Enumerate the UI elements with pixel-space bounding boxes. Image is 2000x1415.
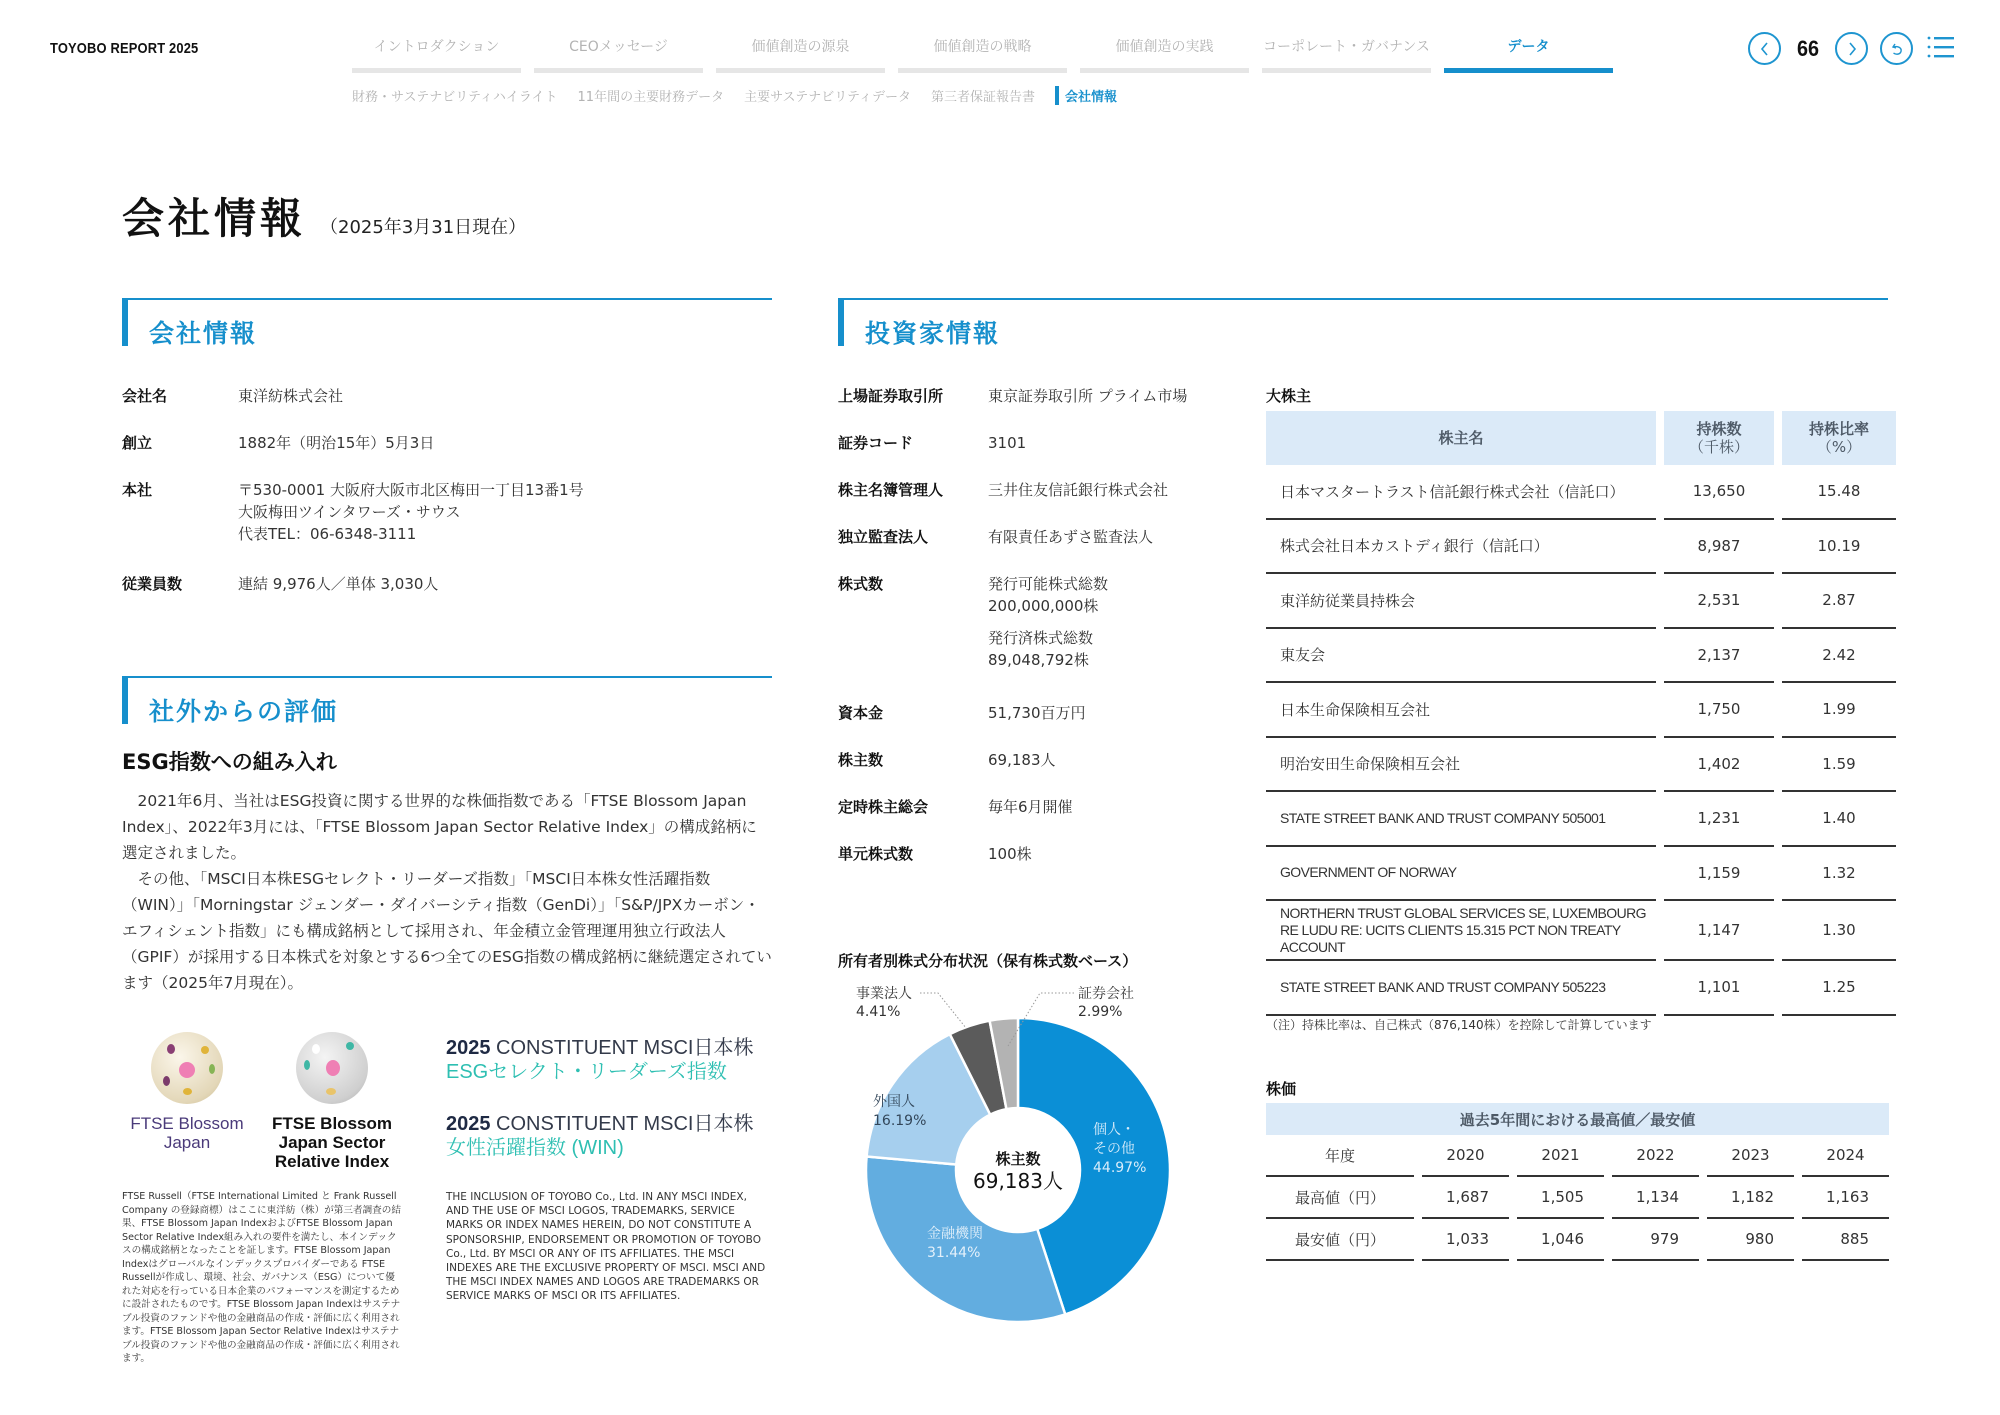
shareholder-shares: 2,137 (1664, 629, 1774, 684)
section-heading: 投資家情報 (865, 319, 1001, 348)
shareholder-ratio: 2.42 (1782, 629, 1896, 684)
chart-label: 金融機関 (927, 1226, 983, 1242)
price-cell: 1,134 (1612, 1177, 1699, 1219)
chart-label: 4.41% (856, 1004, 901, 1020)
subnav-assurance-report[interactable]: 第三者保証報告書 (931, 90, 1036, 105)
chart-label: 株主数 (995, 1150, 1041, 1168)
chart-label: 44.97% (1093, 1160, 1147, 1176)
price-cell: 1,033 (1422, 1219, 1509, 1261)
page-title: 会社情報 (122, 194, 307, 243)
ftse-blossom-sector-globe-icon (296, 1032, 368, 1104)
investor-row-agm: 定時株主総会 毎年6月開催 (838, 798, 1073, 816)
section-heading: 会社情報 (149, 319, 258, 348)
tab-value-strategy[interactable]: 価値創造の戦略 (898, 36, 1067, 73)
shareholder-name: STATE STREET BANK AND TRUST COMPANY 505001 (1266, 792, 1656, 847)
low-row (1266, 1219, 1889, 1261)
price-cell: 2021 (1517, 1135, 1604, 1177)
ftse-blossom-sector-logo: FTSE Blossom Japan Sector Relative Index (264, 1032, 400, 1171)
section-heading: 社外からの評価 (149, 697, 339, 726)
company-row-hq: 本社 〒530-0001 大阪府大阪市北区梅田一丁目13番1号 大阪梅田ツインタワーズ・サウス 代表TEL：06-6348-3111 (122, 481, 584, 543)
chevron-right-icon (1844, 41, 1860, 57)
main-nav-tabs (352, 36, 1626, 73)
menu-button[interactable] (1927, 35, 1955, 63)
shareholder-ratio: 1.40 (1782, 792, 1896, 847)
ownership-donut-chart (838, 980, 1178, 1334)
shareholder-ratio: 1.30 (1782, 901, 1896, 961)
pager (1748, 32, 1955, 65)
table-row (1266, 683, 1896, 738)
shareholder-name: 日本マスタートラスト信託銀行株式会社（信託口） (1266, 465, 1656, 520)
tab-value-source[interactable]: 価値創造の源泉 (716, 36, 885, 73)
msci-disclaimer: THE INCLUSION OF TOYOBO Co., Ltd. IN ANY MSCI INDEX, AND THE USE OF MSCI LOGOS, TRADEMARKS, SERVICE MARKS OR INDEX NAMES HEREIN, DO NOT CONSTITUTE A SPONSORSHIP, ENDORSEMENT OR PROMOTION OF TOYOBO Co., Ltd. BY MSCI OR ANY OF ITS AFFILIATES. THE MSCI INDEXES ARE THE EXCLUSIVE PROPERTY OF MSCI. MSCI AND THE MSCI INDEX NAMES AND LOGOS ARE TRADEMARKS OR SERVICE MARKS OF MSCI OR ITS AFFILIATES. (446, 1191, 766, 1303)
investor-row-shares: 株式数 発行可能株式総数 200,000,000株 発行済株式総数 89,048,792株 (838, 575, 1109, 669)
chart-label: 69,183人 (973, 1169, 1063, 1193)
shareholder-ratio: 15.48 (1782, 465, 1896, 520)
price-cell: 2022 (1612, 1135, 1699, 1177)
table-row (1266, 629, 1896, 684)
section-evaluation (122, 676, 772, 726)
section-company-info (122, 298, 772, 348)
page-number: 66 (1796, 35, 1820, 61)
subnav-11yr-financial[interactable]: 11年間の主要財務データ (577, 90, 725, 105)
table-row (1266, 847, 1896, 902)
shareholder-shares: 1,159 (1664, 847, 1774, 902)
next-page-button[interactable] (1835, 32, 1868, 65)
table-row (1266, 901, 1896, 961)
chart-title: 所有者別株式分布状況（保有株式数ベース） (838, 952, 1138, 970)
subnav-company-info[interactable]: 会社情報 (1055, 86, 1117, 105)
msci-esg-leaders-badge: 2025 CONSTITUENT MSCI日本株 ESGセレクト・リーダーズ指数 (446, 1037, 754, 1083)
shareholder-name: 日本生命保険相互会社 (1266, 683, 1656, 738)
ftse-disclaimer: FTSE Russell（FTSE International Limited と Frank Russell Company の登録商標）はここに東洋紡（株）が第三者調査の結果、FTSE Blossom Japan IndexおよびFTSE Blossom Japan Sector Relative Index組み入れの要件を満たし、本インデックスの構成銘柄となったことを証します。FTSE Blossom Japan Indexはグローバルなインデックスプロバイダーである FTSE Russellが作成し、環境、社会、ガバナンス（ESG）について優れた対応を行っている日本企業のパフォーマンスを測定するために設計されたものです。FTSE Blossom Japan Indexはサステナブル投資のファンドや他の金融商品の作成・評価に広く利用されます。FTSE Blossom Japan Sector Relative Indexはサステナブル投資のファンドや他の金融商品の作成・評価に広く利用されます。 (122, 1191, 401, 1364)
chevron-left-icon (1757, 41, 1773, 57)
esg-paragraph-1: 2021年6月、当社はESG投資に関する世界的な株価指数である「FTSE Blossom Japan Index」、2022年3月には、「FTSE Blossom Japan Sector Relative Index」の構成銘柄に選定されました。 (122, 792, 757, 862)
company-row-employees: 従業員数 連結 9,976人／単体 3,030人 (122, 575, 439, 593)
investor-row-exchange: 上場証券取引所 東京証券取引所 プライム市場 (838, 387, 1188, 405)
list-menu-icon (1927, 35, 1955, 59)
company-row-founded: 創立 1882年（明治15年）5月3日 (122, 434, 435, 452)
shareholder-name: 東友会 (1266, 629, 1656, 684)
tab-governance[interactable]: コーポレート・ガバナンス (1262, 36, 1431, 73)
investor-row-code: 証券コード 3101 (838, 434, 1027, 452)
major-shareholders-table (1266, 411, 1896, 1016)
price-cell: 1,163 (1802, 1177, 1889, 1219)
chart-label: 証券会社 (1078, 986, 1134, 1002)
shareholder-name: 株式会社日本カストディ銀行（信託口） (1266, 520, 1656, 575)
ftse-blossom-globe-icon (151, 1032, 223, 1104)
major-shareholders-label: 大株主 (1266, 387, 1312, 405)
shareholder-ratio: 10.19 (1782, 520, 1896, 575)
tab-data[interactable]: データ (1444, 36, 1613, 73)
esg-paragraph-2: その他、「MSCI日本株ESGセレクト・リーダーズ指数」「MSCI日本株女性活躍指数（WIN）」「Morningstar ジェンダー・ダイバーシティ指数（GenDi）」「S&P/JPXカーボン・エフィシェント指数」にも構成銘柄として採用され、年金積立金管理運用独立行政法人（GPIF）が採用する日本株式を対象とする6つ全てのESG指数の構成銘柄に継続選定されています（2025年7月現在）。 (122, 870, 772, 992)
col-header-name: 株主名 (1266, 411, 1656, 465)
table-row (1266, 792, 1896, 847)
col-header-shares: 持株数 （千株） (1664, 411, 1774, 465)
table-row (1266, 574, 1896, 629)
tab-introduction[interactable]: イントロダクション (352, 36, 521, 73)
price-cell: 979 (1612, 1219, 1699, 1261)
donut-svg (838, 980, 1178, 1330)
investor-row-capital: 資本金 51,730百万円 (838, 704, 1086, 722)
investor-row-auditor: 独立監査法人 有限責任あずさ監査法人 (838, 528, 1154, 546)
investor-row-registrar: 株主名簿管理人 三井住友信託銀行株式会社 (838, 481, 1169, 499)
shareholder-name: NORTHERN TRUST GLOBAL SERVICES SE, LUXEMBOURG RE LUDU RE: UCITS CLIENTS 15.315 PCT NON TREATY ACCOUNT (1266, 901, 1656, 961)
chart-label: 個人・ (1093, 1122, 1135, 1138)
shareholder-ratio: 1.32 (1782, 847, 1896, 902)
shareholder-name: STATE STREET BANK AND TRUST COMPANY 505223 (1266, 961, 1656, 1016)
sub-nav (352, 86, 1137, 105)
brand-title: TOYOBO REPORT 2025 (50, 40, 199, 57)
tab-ceo-message[interactable]: CEOメッセージ (534, 36, 703, 73)
price-cell: 2024 (1802, 1135, 1889, 1177)
stock-price-caption: 過去5年間における最高値／最安値 (1266, 1103, 1889, 1135)
shareholder-name: GOVERNMENT OF NORWAY (1266, 847, 1656, 902)
section-investor-info (838, 298, 1888, 348)
shareholder-name: 東洋紡従業員持株会 (1266, 574, 1656, 629)
shareholder-shares: 8,987 (1664, 520, 1774, 575)
page-title-block (122, 186, 526, 246)
prev-page-button[interactable] (1748, 32, 1781, 65)
stock-price-table (1266, 1103, 1889, 1261)
return-icon (1889, 41, 1905, 57)
year-row (1266, 1135, 1889, 1177)
price-cell: 885 (1802, 1219, 1889, 1261)
company-row-name: 会社名 東洋紡株式会社 (122, 387, 344, 405)
row-label: 最高値（円） (1266, 1177, 1414, 1219)
investor-row-shareholders: 株主数 69,183人 (838, 751, 1056, 769)
shareholder-shares: 1,101 (1664, 961, 1774, 1016)
price-cell: 1,505 (1517, 1177, 1604, 1219)
stock-price-label: 株価 (1266, 1080, 1297, 1098)
price-cell: 980 (1707, 1219, 1794, 1261)
chart-label: 事業法人 (856, 986, 912, 1002)
shareholder-shares: 1,750 (1664, 683, 1774, 738)
shareholder-shares: 1,231 (1664, 792, 1774, 847)
ftse-blossom-japan-logo: FTSE Blossom Japan (122, 1032, 252, 1152)
leader-line (920, 993, 966, 1028)
shareholders-note: （注）持株比率は、自己株式（876,140株）を控除して計算しています (1266, 1018, 1652, 1032)
chart-label: その他 (1093, 1141, 1135, 1157)
as-of-date: （2025年3月31日現在） (320, 217, 527, 238)
shareholder-ratio: 1.59 (1782, 738, 1896, 793)
table-row (1266, 738, 1896, 793)
back-button[interactable] (1880, 32, 1913, 65)
msci-win-badge: 2025 CONSTITUENT MSCI日本株 女性活躍指数 (WIN) (446, 1113, 754, 1159)
shareholder-ratio: 1.25 (1782, 961, 1896, 1016)
table-row (1266, 520, 1896, 575)
subnav-highlights[interactable]: 財務・サステナビリティハイライト (352, 90, 558, 105)
row-label: 年度 (1266, 1135, 1414, 1177)
investor-row-unit: 単元株式数 100株 (838, 845, 1032, 863)
chart-label: 31.44% (927, 1245, 981, 1261)
price-cell: 2020 (1422, 1135, 1509, 1177)
table-row (1266, 961, 1896, 1016)
shareholder-shares: 1,402 (1664, 738, 1774, 793)
shareholder-shares: 13,650 (1664, 465, 1774, 520)
price-cell: 1,046 (1517, 1219, 1604, 1261)
chart-label: 外国人 (873, 1094, 915, 1110)
price-cell: 1,182 (1707, 1177, 1794, 1219)
row-label: 最安値（円） (1266, 1219, 1414, 1261)
high-row (1266, 1177, 1889, 1219)
price-cell: 2023 (1707, 1135, 1794, 1177)
col-header-ratio: 持株比率 （%） (1782, 411, 1896, 465)
subnav-sustainability-data[interactable]: 主要サステナビリティデータ (744, 90, 911, 105)
price-cell: 1,687 (1422, 1177, 1509, 1219)
shareholder-name: 明治安田生命保険相互会社 (1266, 738, 1656, 793)
table-row (1266, 465, 1896, 520)
esg-subheading: ESG指数への組み入れ (122, 750, 337, 774)
chart-label: 16.19% (873, 1113, 927, 1129)
chart-label: 2.99% (1078, 1004, 1123, 1020)
shareholder-shares: 1,147 (1664, 901, 1774, 961)
tab-value-practice[interactable]: 価値創造の実践 (1080, 36, 1249, 73)
shareholder-shares: 2,531 (1664, 574, 1774, 629)
shareholder-ratio: 2.87 (1782, 574, 1896, 629)
shareholder-ratio: 1.99 (1782, 683, 1896, 738)
